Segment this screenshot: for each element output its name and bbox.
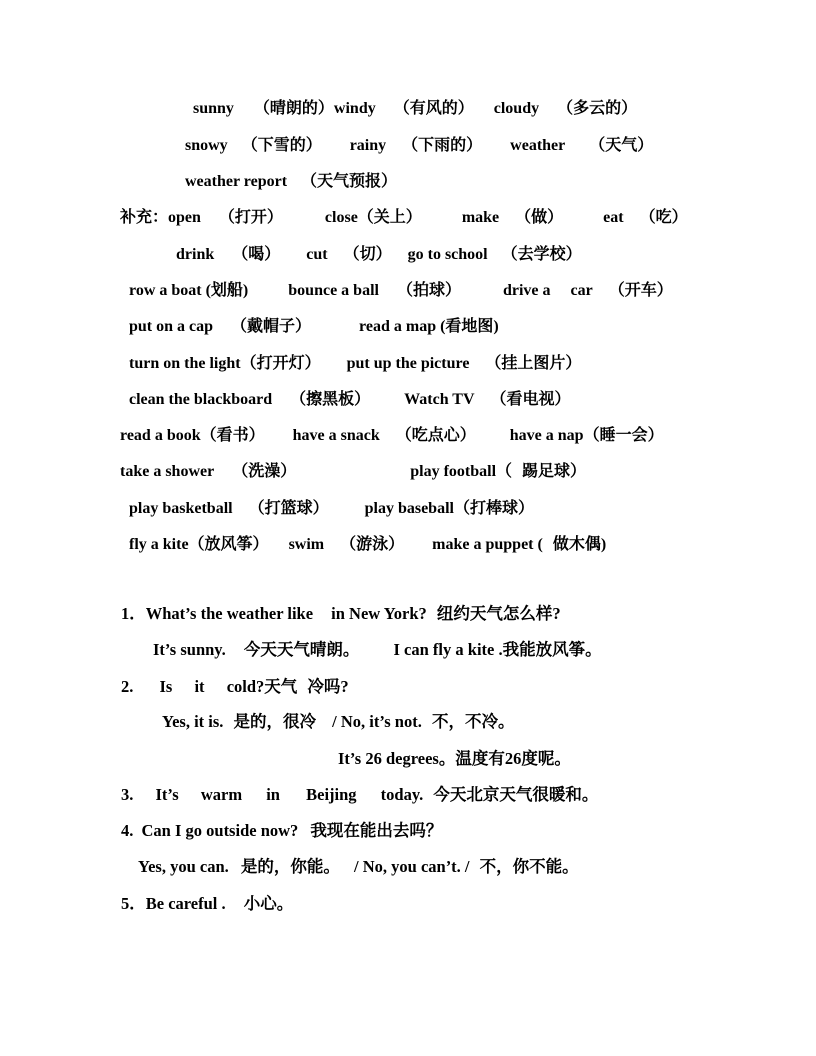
vocab-word: put up the picture [346,355,470,372]
sentence-part: Beijing [306,785,357,804]
vocab-line-12 [129,498,534,520]
vocab-line-5 [176,244,582,266]
vocab-word: put on a cap [129,318,214,335]
sentence-part: / No, it’s not. [332,712,422,731]
vocab-word: （打篮球） [248,500,329,517]
vocab-word: cloudy [493,100,540,117]
vocab-word: （喝） [232,246,281,263]
vocab-word: play baseball（打棒球） [364,500,534,517]
vocab-line-11 [120,461,586,483]
sentence-line-1 [121,603,561,625]
vocab-word: make a puppet ( [432,536,543,553]
sentence-part: It’s 26 degrees。温度有26度呢。 [338,749,571,768]
sentence-line-8 [138,856,579,878]
vocab-line-8 [129,353,581,375]
vocab-word: bounce a ball [288,282,379,299]
vocab-word: （天气） [589,137,654,154]
vocab-word: read a book（看书） [120,427,265,444]
vocab-word: （做） [515,209,564,226]
vocab-word: rainy [349,137,387,154]
vocab-word: go to school [407,246,488,263]
vocab-line-2 [185,135,653,157]
vocab-word: （开车） [608,282,673,299]
sentence-part: Is [159,677,173,696]
vocab-line-4 [120,207,688,229]
vocab-word: （有风的） [393,100,474,117]
vocab-word: read a map (看地图) [359,318,499,335]
sentence-part: I can fly a kite .我能放风筝。 [393,640,602,659]
sentence-part: 1．What’s the weather like [121,604,314,623]
sentence-part: 4. [121,821,134,840]
vocab-word: drive a [502,282,551,299]
vocab-word: play basketball [129,500,233,517]
vocab-word: Watch TV [404,391,475,408]
sentence-part: Can I go outside now? [141,821,299,840]
sentence-part: cold?天气 [226,677,298,696]
sentence-part: / No, you can’t. / [354,857,470,876]
vocab-word: play football（ [410,463,513,480]
vocab-word: drink [176,246,215,263]
sentence-line-4 [162,711,514,733]
sentence-part: 今天天气晴朗。 [243,640,360,659]
sentence-part: it [194,677,205,696]
vocab-word: （去学校） [501,246,582,263]
sentence-line-3 [121,676,349,698]
vocab-word: close（关上） [324,209,422,226]
vocab-word: fly a kite（放风筝） [129,536,269,553]
vocab-word: have a snack [292,427,380,444]
vocab-word: snowy [185,137,228,154]
vocab-word: （切） [343,246,392,263]
sentence-line-2 [153,639,602,661]
vocab-word: 补充：open [120,209,201,226]
sentence-part: 我现在能出去吗？ [310,821,443,840]
vocab-word: eat [603,209,624,226]
sentence-part: 是的，你能。 [240,857,340,876]
sentence-line-6 [121,784,598,806]
vocab-word: row a boat (划船) [129,282,249,299]
vocab-word: 做木偶) [552,536,607,553]
sentence-line-9 [121,893,293,915]
sentence-part: 今天北京天气很暖和。 [433,785,599,804]
sentence-part: It’s sunny. [153,640,226,659]
sentence-part: 冷吗? [307,677,349,696]
vocab-line-13 [129,534,606,556]
vocab-word: （擦黑板） [290,391,371,408]
vocab-word: have a nap（睡一会） [509,427,664,444]
sentence-part: 小心。 [243,894,294,913]
sentence-part: 3. [121,785,134,804]
sentence-part: warm [200,785,243,804]
vocab-line-1 [193,98,637,120]
vocab-line-9 [129,389,571,411]
vocab-word: （挂上图片） [485,355,582,372]
sentence-part: 纽约天气怎么样? [436,604,561,623]
sentence-part: 5．Be careful . [121,894,226,913]
vocab-line-3 [185,171,397,193]
vocab-word: 踢足球） [522,463,587,480]
vocab-line-7 [129,316,499,338]
vocab-word: （天气预报） [301,173,398,190]
vocab-word: （戴帽子） [231,318,312,335]
sentence-part: in [266,785,280,804]
vocab-word: （游泳） [340,536,405,553]
vocab-word: sunny [193,100,234,117]
sentence-part: It’s [155,785,179,804]
vocab-word: （打开） [218,209,283,226]
vocab-word: car [570,282,593,299]
vocab-word: swim [288,536,325,553]
vocab-word: weather report [185,173,288,190]
vocab-word: （多云的） [557,100,638,117]
sentence-part: Yes, you can. [138,857,229,876]
vocab-line-10 [120,425,664,447]
sentence-part: 2. [121,677,134,696]
vocab-word: （吃点心） [395,427,476,444]
sentence-part: today. [380,785,424,804]
vocab-word: make [461,209,500,226]
vocab-word: （吃） [639,209,688,226]
vocab-word: weather [510,137,566,154]
sentence-part: 是的，很冷 [233,712,317,731]
vocab-word: （拍球） [396,282,461,299]
vocab-word: turn on the light（打开灯） [129,355,321,372]
sentence-line-5 [338,748,571,770]
vocab-word: （晴朗的）windy [253,100,376,117]
sentence-part: 不，你不能。 [479,857,579,876]
sentence-part: 不，不冷。 [431,712,515,731]
sentence-part: in New York? [331,604,427,623]
sentence-part: Yes, it is. [162,712,224,731]
vocab-word: （洗澡） [232,463,297,480]
vocab-word: clean the blackboard [129,391,273,408]
vocab-word: cut [306,246,328,263]
sentence-line-7 [121,820,442,842]
vocab-word: （下雪的） [241,137,322,154]
vocab-word: （下雨的） [402,137,483,154]
vocab-word: take a shower [120,463,215,480]
vocab-line-6 [129,280,673,302]
vocab-word: （看电视） [490,391,571,408]
